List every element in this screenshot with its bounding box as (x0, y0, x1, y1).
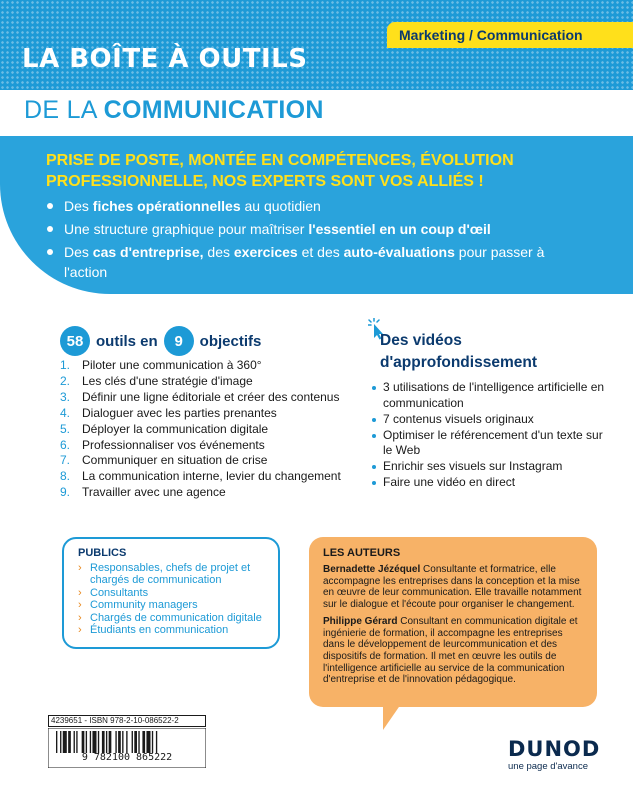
list-item: 6. Professionnaliser vos événements (60, 437, 265, 452)
book-title (24, 96, 324, 125)
publisher-tagline: une page d'avance (508, 761, 588, 772)
list-item: Optimiser le référencement d'un texte sur le Web (372, 428, 612, 459)
objectives-list (60, 358, 341, 501)
objectives-count-badge: 9 (164, 326, 194, 356)
barcode-digits: 9 782100 865222 (81, 752, 173, 763)
list-item: Faire une vidéo en direct (372, 475, 612, 491)
list-item: › Consultants (78, 587, 266, 599)
tools-count-label: outils en (96, 332, 158, 350)
speech-bubble-tail (383, 704, 407, 730)
list-item: › Étudiants en communication (78, 624, 266, 636)
list-item: 1. Piloter une communication à 360° (60, 358, 262, 372)
list-item: 9. Travailler avec une agence (60, 485, 226, 500)
publics-list (78, 562, 266, 636)
list-item: 8. La communication interne, levier du changement (60, 469, 341, 484)
list-item: 2. Les clés d'une stratégie d'image (60, 373, 253, 388)
publics-box (62, 537, 280, 649)
intro-headline: PRISE DE POSTE, MONTÉE EN COMPÉTENCES, ÉVOLUTION PROFESSIONNELLE, NOS EXPERTS SONT VOS ALLIÉS ! (46, 152, 514, 190)
list-item: › Chargés de communication digitale (78, 612, 266, 624)
intro-bullet: Des fiches opérationnelles au quotidien (44, 196, 554, 216)
authors-title: LES AUTEURS (323, 547, 401, 559)
author-bio: Bernadette Jézéquel Consultante et formatrice, elle accompagne les entreprises dans la conception et la mise en œuvre de leur communication. Elle travaille notamment sur le dialogue et l'écoute pour organiser le changement. (323, 564, 582, 611)
series-title: LA BOÎTE À OUTILS (22, 44, 308, 74)
list-item: 5. Déployer la communication digitale (60, 421, 269, 436)
intro-bullet: Des cas d'entreprise, des exercices et des auto-évaluations pour passer à l'action (44, 242, 554, 282)
book-title-prefix: DE LA (24, 96, 104, 124)
list-item: 7 contenus visuels originaux (372, 412, 612, 428)
list-item: 7. Communiquer en situation de crise (60, 453, 268, 468)
tools-count-badge: 58 (60, 326, 90, 356)
author-bio: Philippe Gérard Consultant en communication digitale et ingénierie de formation, il accompagne les entreprises dans le développement de leurcommunication et des dispositifs de formation. Il met en œuvre les outils de l'intelligence artificielle au service de la communication d'entreprise et de l'innovation pédagogique. (323, 615, 578, 686)
list-item: 3 utilisations de l'intelligence artificielle en communication (372, 380, 612, 411)
book-title-bold: COMMUNICATION (103, 96, 324, 124)
intro-bullet: Une structure graphique pour maîtriser l'essentiel en un coup d'œil (44, 219, 554, 239)
intro-bullets (44, 196, 554, 285)
category-tag: Marketing / Communication (387, 22, 633, 48)
authors-box (309, 537, 597, 707)
list-item: Enrichir ses visuels sur Instagram (372, 459, 612, 475)
isbn-line: 4239651 - ISBN 978-2-10-086522-2 (48, 715, 206, 727)
list-item: 4. Dialoguer avec les parties prenantes (60, 405, 277, 420)
tools-count-heading (60, 326, 267, 356)
videos-heading: Des vidéos d'approfondissement (380, 332, 537, 371)
objectives-label: objectifs (199, 332, 262, 350)
list-item: 3. Définir une ligne éditoriale et créer des contenus (60, 389, 340, 404)
videos-list (372, 380, 612, 491)
publisher-logo: DUNOD (508, 737, 601, 761)
list-item: › Responsables, chefs de projet et chargés de communication (78, 562, 266, 587)
publics-title: PUBLICS (78, 547, 127, 559)
list-item: › Community managers (78, 599, 266, 611)
